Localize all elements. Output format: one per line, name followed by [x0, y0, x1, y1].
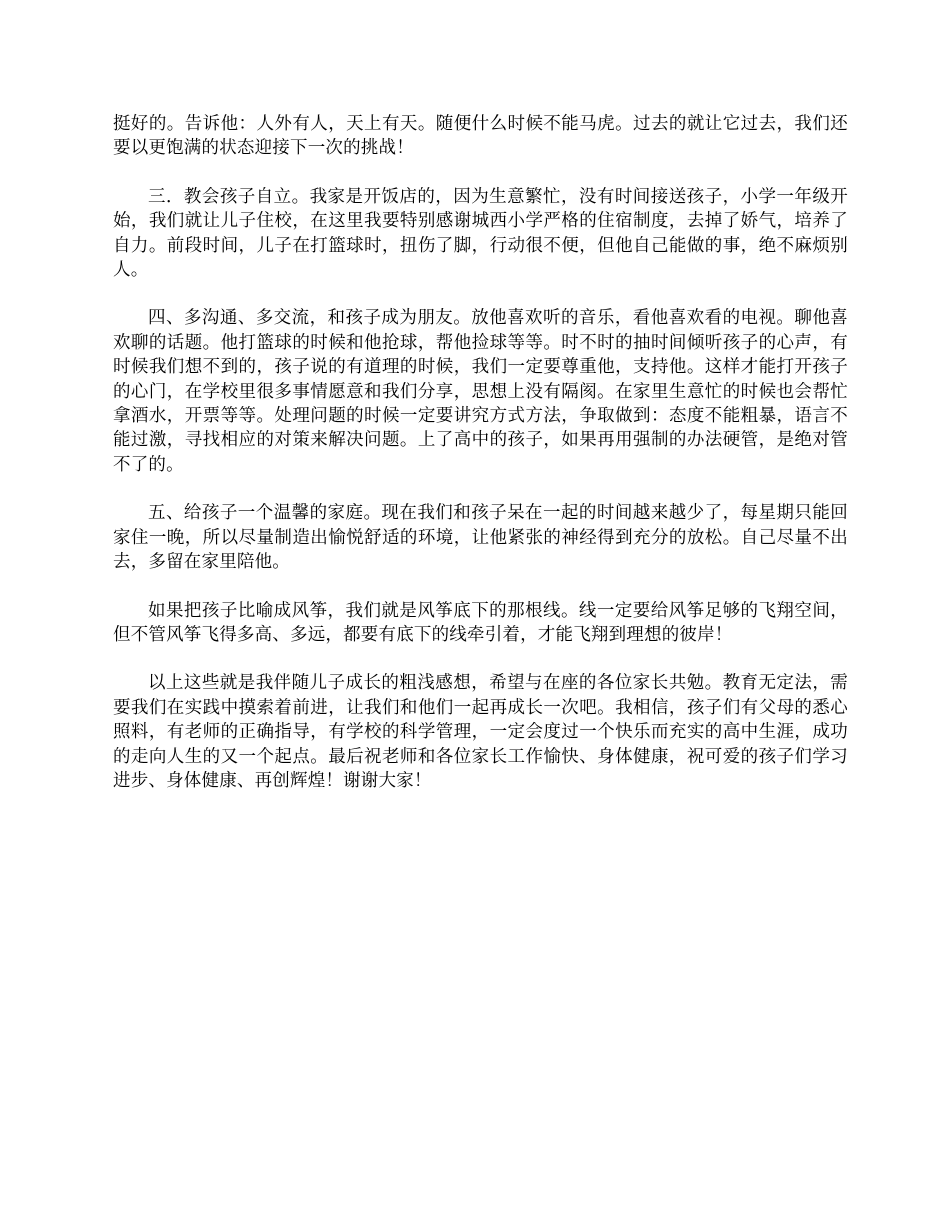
paragraph-continuation: 挺好的。告诉他：人外有人，天上有天。随便什么时候不能马虎。过去的就让它过去，我们还要以更饱满的状态迎接下一次的挑战！: [113, 114, 848, 159]
paragraph-warm-family: 五、给孩子一个温馨的家庭。现在我们和孩子呆在一起的时间越来越少了，每星期只能回家住一晚，所以尽量制造出愉悦舒适的环境，让他紧张的神经得到充分的放松。自己尽量不出去，多留在家里陪他。: [113, 503, 848, 573]
paragraph-communication: 四、多沟通、多交流，和孩子成为朋友。放他喜欢听的音乐，看他喜欢看的电视。聊他喜欢聊的话题。他打篮球的时候和他抢球，帮他捡球等等。时不时的抽时间倾听孩子的心声，有时候我们想不到的，孩子说的有道理的时候，我们一定要尊重他，支持他。这样才能打开孩子的心门，在学校里很多事情愿意和我们分享，思想上没有隔阂。在家里生意忙的时候也会帮忙拿酒水，开票等等。处理问题的时候一定要讲究方式方法，争取做到：态度不能粗暴，语言不能过激，寻找相应的对策来解决问题。上了高中的孩子，如果再用强制的办法硬管，是绝对管不了的。: [113, 308, 848, 475]
paragraph-closing: 以上这些就是我伴随儿子成长的粗浅感想，希望与在座的各位家长共勉。教育无定法，需要我们在实践中摸索着前进，让我们和他们一起再成长一次吧。我相信，孩子们有父母的悉心照料，有老师的正确指导，有学校的科学管理，一定会度过一个快乐而充实的高中生涯，成功的走向人生的又一个起点。最后祝老师和各位家长工作愉快、身体健康，祝可爱的孩子们学习进步、身体健康、再创辉煌！谢谢大家！: [113, 673, 848, 791]
paragraph-self-reliance: 三．教会孩子自立。我家是开饭店的，因为生意繁忙，没有时间接送孩子，小学一年级开始，我们就让儿子住校，在这里我要特别感谢城西小学严格的住宿制度，去掉了娇气，培养了自力。前段时间，儿子在打篮球时，扭伤了脚，行动很不便，但他自己能做的事，绝不麻烦别人。: [113, 186, 848, 281]
document-body: [113, 112, 848, 817]
paragraph-kite-metaphor: 如果把孩子比喻成风筝，我们就是风筝底下的那根线。线一定要给风筝足够的飞翔空间，但不管风筝飞得多高、多远，都要有底下的线牵引着，才能飞翔到理想的彼岸！: [113, 600, 848, 645]
